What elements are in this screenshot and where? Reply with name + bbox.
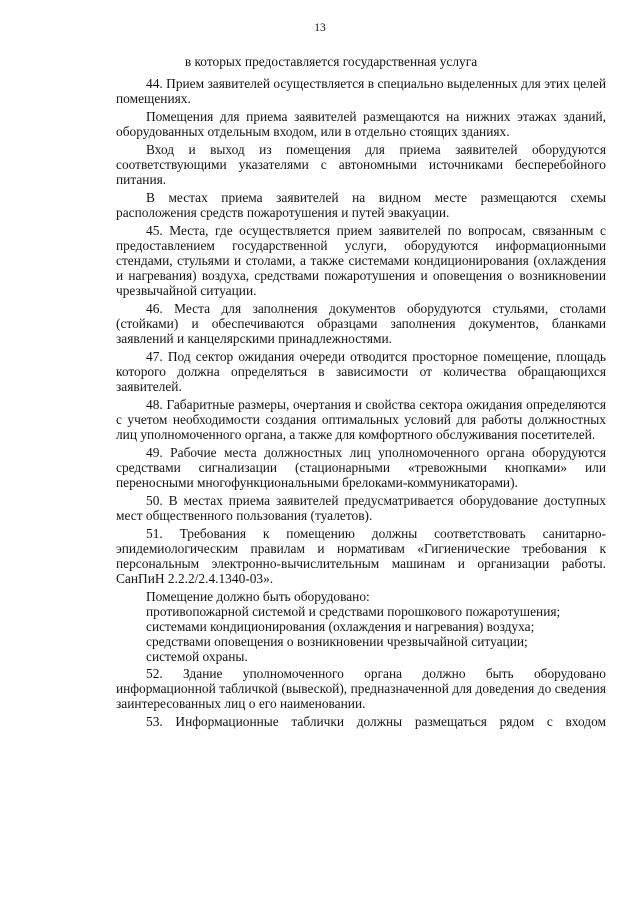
paragraph-50: 50. В местах приема заявителей предусматривается оборудование доступных мест общественного пользования (туалетов).	[116, 493, 606, 523]
list-item: системами кондиционирования (охлаждения и нагревания) воздуха;	[146, 619, 535, 634]
paragraph-45: 45. Места, где осуществляется прием заявителей по вопросам, связанным с предоставлением государственной услуги, оборудуются информационными стендами, стульями и столами, а также системами кондиционирования (охлаждения и нагревания) воздуха, средствами пожаротушения и оповещения о возникновении чрезвычайной ситуации.	[116, 223, 606, 298]
paragraph-51: 51. Требования к помещению должны соответствовать санитарно-эпидемиологическим правилам и нормативам «Гигиенические требования к персональным электронно-вычислительным машинам и организации работы. СанПиН 2.2.2/2.4.1340-03».	[116, 526, 606, 586]
paragraph-47: 47. Под сектор ожидания очереди отводится просторное помещение, площадь которого должна определяться в зависимости от количества обращающихся заявителей.	[116, 349, 606, 394]
paragraph-44-premises: Помещения для приема заявителей размещаются на нижних этажах зданий, оборудованных отдельным входом, или в отдельно стоящих зданиях.	[116, 109, 606, 139]
paragraph-46: 46. Места для заполнения документов оборудуются стульями, столами (стойками) и обеспечиваются образцами заполнения документов, бланками заявлений и канцелярскими принадлежностями.	[116, 301, 606, 346]
list-item: системой охраны.	[146, 649, 248, 664]
paragraph-44: 44. Прием заявителей осуществляется в специально выделенных для этих целей помещениях.	[116, 76, 606, 106]
equipment-intro: Помещение должно быть оборудовано:	[146, 589, 370, 604]
paragraph-44-evacuation: В местах приема заявителей на видном месте размещаются схемы расположения средств пожаротушения и путей эвакуации.	[116, 190, 606, 220]
section-heading: в которых предоставляется государственная услуга	[184, 54, 478, 69]
equipment-list	[116, 604, 606, 664]
paragraph-53: 53. Информационные таблички должны размещаться рядом с входом	[146, 714, 606, 729]
paragraph-48: 48. Габаритные размеры, очертания и свойства сектора ожидания определяются с учетом необходимости создания оптимальных условий для работы должностных лиц уполномоченного органа, а также для комфортного обслуживания посетителей.	[116, 397, 606, 442]
list-item: противопожарной системой и средствами порошкового пожаротушения;	[146, 604, 561, 619]
paragraph-49: 49. Рабочие места должностных лиц уполномоченного органа оборудуются средствами сигнализации (стационарными «тревожными кнопками» или переносными многофункциональными брелоками-коммуникаторами).	[116, 445, 606, 490]
paragraph-44-entrance: Вход и выход из помещения для приема заявителей оборудуются соответствующими указателями с автономными источниками бесперебойного питания.	[116, 142, 606, 187]
paragraph-52: 52. Здание уполномоченного органа должно быть оборудовано информационной табличкой (вывеской), предназначенной для доведения до сведения заинтересованных лиц о его наименовании.	[116, 666, 606, 711]
document-body	[116, 76, 606, 729]
page-number: 13	[314, 22, 326, 34]
list-item: средствами оповещения о возникновении чрезвычайной ситуации;	[146, 634, 528, 649]
